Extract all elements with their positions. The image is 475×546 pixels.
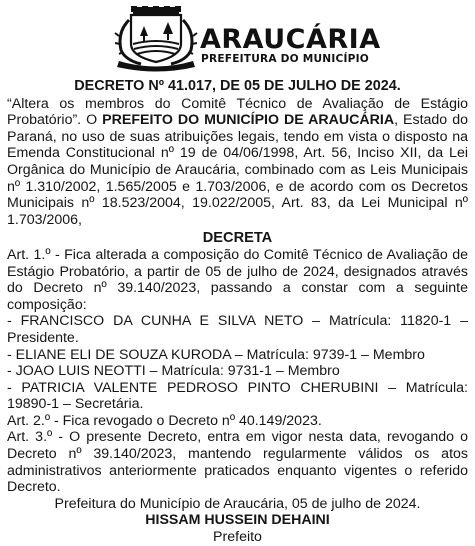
decree-title: DECRETO Nº 41.017, DE 05 DE JULHO DE 2024.: [74, 78, 401, 94]
member-list-item: - JOAO LUIS NEOTTI – Matrícula: 9731-1 – Membro: [7, 363, 340, 380]
preamble-text: , Estado do Paraná, no uso de suas atribuições legais, tendo em vista o disposto na Emenda Constitucional nº 19 de 04/06/1998, Art. 56, Inciso XII, da Lei Orgânica do Município de Araucária, combinado com as Leis Municipais nº 1.310/2002, 1.565/2005 e 1.703/2006, e de acordo com os Decretos Municipais nº 18.523/2004, 19.022/2005, Art. 83, da Lei Municipal nº 1.703/2006,: [7, 112, 468, 228]
preamble-prefix: O: [86, 112, 98, 129]
article-1: Art. 1.º - Fica alterada a composição do Comitê Técnico de Avaliação de Estágio Probatório, a partir de 05 de julho de 2024, designados através do Decreto nº 39.140/2023, passando a constar com a seguinte composição:: [7, 246, 468, 313]
member-list-item: - PATRICIA VALENTE PEDROSO PINTO CHERUBINI – Matrícula: 19890-1 – Secretária.: [7, 379, 468, 413]
member-list-item: - FRANCISCO DA CUNHA E SILVA NETO – Matrícula: 11820-1 – Presidente.: [7, 313, 468, 346]
brand-subtitle: PREFEITURA DO MUNICÍPIO: [201, 53, 369, 65]
decreta-heading: DECRETA: [202, 230, 273, 247]
article-2: Art. 2.º - Fica revogado o Decreto nº 40.149/2023.: [7, 412, 322, 429]
article-3: Art. 3.º - O presente Decreto, entra em vigor nesta data, revogando o Decreto nº 39.140/2023, mantendo regularmente válidos os atos administrativos anteriormente praticados enquanto vigentes o referido Decreto.: [7, 429, 468, 496]
preamble-authority: PREFEITO DO MUNICÍPIO DE ARAUCÁRIA: [102, 112, 395, 129]
member-list-item: - ELIANE ELI DE SOUZA KURODA – Matrícula: 9739-1 – Membro: [7, 346, 425, 363]
signer-role: Prefeito: [213, 529, 262, 546]
decree-ementa-and-preamble: [7, 96, 468, 229]
page-header: [0, 6, 475, 74]
municipal-crest-icon: [113, 6, 199, 72]
decree-ementa: “Altera os membros do Comitê Técnico de Avaliação de Estágio Probatório”.: [7, 95, 468, 129]
signer-name: HISSAM HUSSEIN DEHAINI: [145, 512, 330, 529]
place-and-date: Prefeitura do Município de Araucária, 05 de julho de 2024.: [54, 495, 421, 512]
decree-document: [7, 78, 468, 546]
brand-name: ARAUCÁRIA: [200, 24, 381, 55]
